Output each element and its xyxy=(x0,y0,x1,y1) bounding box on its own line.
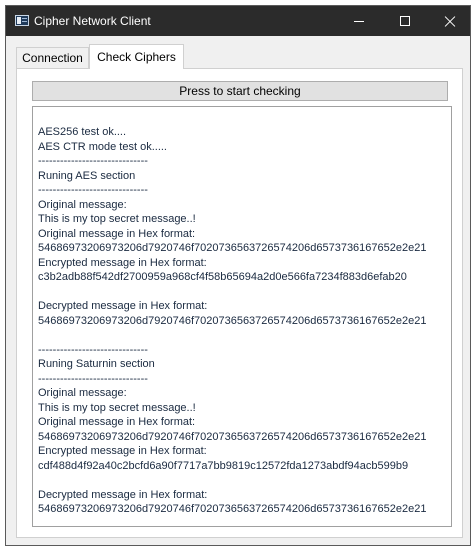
log-line: AES CTR mode test ok..... xyxy=(38,140,167,153)
log-line xyxy=(38,285,449,300)
maximize-button[interactable] xyxy=(382,6,428,36)
close-button[interactable] xyxy=(426,6,472,36)
log-line: 54686973206973206d7920746f7020736563726574206d6573736167652e2e21 xyxy=(38,314,427,327)
app-window xyxy=(5,5,471,546)
log-line: Decrypted message in Hex format: xyxy=(38,488,208,501)
log-line: Encrypted message in Hex format: xyxy=(38,445,207,457)
minimize-button[interactable] xyxy=(336,6,382,36)
log-lines xyxy=(38,125,449,517)
output-log[interactable] xyxy=(32,106,452,527)
log-line: c3b2adb88f542df2700959a968cf4f58b65694a2d0e566fa7234f883d6efab20 xyxy=(38,271,407,283)
log-line: ------------------------------ xyxy=(38,184,148,196)
log-line: Runing Saturnin section xyxy=(38,358,155,370)
log-line: This is my top secret message..! xyxy=(38,401,196,414)
tab-check-ciphers[interactable]: Check Ciphers xyxy=(89,44,184,69)
log-line: Encrypted message in Hex format: xyxy=(38,256,207,269)
log-line xyxy=(38,473,449,488)
log-line: Original message in Hex format: xyxy=(38,227,196,240)
log-line: Original message in Hex format: xyxy=(38,416,196,428)
title-bar[interactable] xyxy=(6,6,470,36)
log-line xyxy=(38,328,449,343)
log-line: This is my top secret message..! xyxy=(38,213,196,225)
log-line: ------------------------------ xyxy=(38,343,148,356)
check-ciphers-pane xyxy=(16,68,463,538)
log-line: 54686973206973206d7920746f7020736563726574206d6573736167652e2e21 xyxy=(38,430,427,443)
tab-connection[interactable]: Connection xyxy=(16,47,89,68)
log-line: Runing AES section xyxy=(38,169,136,182)
log-line: AES256 test ok.... xyxy=(38,126,127,138)
log-line: ------------------------------ xyxy=(38,155,148,167)
log-line: cdf488d4f92a40c2bcfd6a90f7717a7bb9819c12572fda1273abdf94acb599b9 xyxy=(38,459,409,472)
log-line: Original message: xyxy=(38,198,127,211)
log-line: 54686973206973206d7920746f7020736563726574206d6573736167652e2e21 xyxy=(38,503,427,515)
log-line: Decrypted message in Hex format: xyxy=(38,300,208,312)
start-checking-button[interactable]: Press to start checking xyxy=(32,81,448,101)
log-line: ------------------------------ xyxy=(38,372,148,385)
app-icon xyxy=(15,15,29,26)
log-line: Original message: xyxy=(38,387,127,399)
log-line: 54686973206973206d7920746f7020736563726574206d6573736167652e2e21 xyxy=(38,242,427,254)
window-title: Cipher Network Client xyxy=(34,14,151,28)
